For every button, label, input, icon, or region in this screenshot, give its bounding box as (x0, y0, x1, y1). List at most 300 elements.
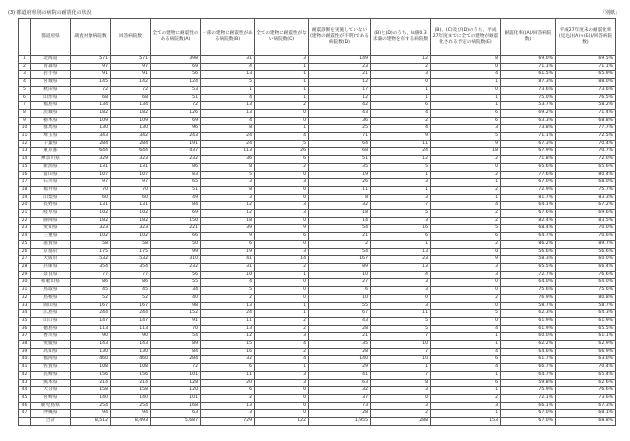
table-cell: 35 (309, 163, 371, 171)
row-index: 38 (19, 341, 31, 349)
table-cell: 21 (309, 71, 371, 79)
table-cell: 1 (371, 186, 431, 194)
table-cell: 221 (151, 225, 201, 233)
table-cell: 60 (71, 194, 111, 202)
prefecture-name: 京都府 (31, 248, 71, 256)
row-index: 42 (19, 371, 31, 379)
table-cell: 13 (371, 263, 431, 271)
prefecture-name: 石川県 (31, 179, 71, 187)
table-cell: 69 (151, 210, 201, 218)
table-cell: 140 (111, 394, 151, 402)
table-cell: 1 (431, 102, 501, 110)
table-cell: 63.3% (501, 117, 556, 125)
table-cell: 61.7% (501, 356, 556, 364)
table-cell: 6 (201, 387, 255, 395)
row-index: 32 (19, 294, 31, 302)
table-row (19, 63, 616, 71)
table-cell: 65.4% (556, 371, 616, 379)
prefecture-name: 岡山県 (31, 302, 71, 310)
table-cell: 94 (111, 410, 151, 418)
table-cell: 0 (255, 217, 309, 225)
table-cell: 6 (431, 109, 501, 117)
table-cell: 64.0% (501, 279, 556, 287)
row-index: 15 (19, 163, 31, 171)
table-cell: 89 (309, 263, 371, 271)
table-body (19, 56, 616, 426)
table-cell: 61.5% (501, 71, 556, 79)
prefecture-name: 滋賀県 (31, 240, 71, 248)
table-cell: 107 (111, 171, 151, 179)
table-cell: 54 (309, 248, 371, 256)
table-cell: 8 (201, 186, 255, 194)
table-cell: 24 (201, 310, 255, 318)
row-index: 9 (19, 117, 31, 125)
table-cell: 3 (431, 271, 501, 279)
table-cell: 131 (71, 202, 111, 210)
table-row (19, 356, 616, 364)
row-index: 19 (19, 194, 31, 202)
prefecture-name: 千葉県 (31, 140, 71, 148)
table-cell: 91 (151, 317, 201, 325)
prefecture-name: 群馬県 (31, 125, 71, 133)
table-cell: 3 (255, 202, 309, 210)
table-cell: 3 (255, 333, 309, 341)
table-row (19, 317, 616, 325)
row-index: 34 (19, 310, 31, 318)
table-cell: 10 (309, 294, 371, 302)
table-row (19, 240, 616, 248)
table-cell: 323 (71, 225, 111, 233)
table-cell: 3 (431, 125, 501, 133)
table-cell: 67.9% (501, 148, 556, 156)
row-index: 22 (19, 217, 31, 225)
table-cell: 1 (431, 79, 501, 87)
table-cell: 50 (151, 240, 201, 248)
table-cell: 0 (255, 294, 309, 302)
table-cell: 1 (255, 86, 309, 94)
table-cell: 2 (431, 294, 501, 302)
row-index: 43 (19, 379, 31, 387)
table-cell: 86 (71, 279, 111, 287)
table-cell: 66.1% (501, 402, 556, 410)
table-cell: 16 (201, 348, 255, 356)
table-cell: 4 (201, 117, 255, 125)
table-cell: 0 (255, 109, 309, 117)
prefecture-name: 奈良県 (31, 271, 71, 279)
table-cell: 54 (309, 225, 371, 233)
prefecture-name: 鹿児島県 (31, 402, 71, 410)
table-cell: 75.9% (501, 387, 556, 395)
row-index: 39 (19, 348, 31, 356)
row-index: 18 (19, 186, 31, 194)
table-cell: 26 (309, 179, 371, 187)
table-row (19, 271, 616, 279)
table-cell: 729 (201, 418, 255, 426)
row-index: 23 (19, 225, 31, 233)
table-cell: 113 (111, 325, 151, 333)
table-cell: 88.0% (556, 79, 616, 87)
table-cell: 32 (309, 202, 371, 210)
table-cell: 2 (201, 394, 255, 402)
table-cell: 61.1% (556, 333, 616, 341)
table-cell: 101 (151, 371, 201, 379)
table-cell: 13 (371, 248, 431, 256)
table-cell: 6 (371, 102, 431, 110)
table-cell: 45 (111, 287, 151, 295)
table-row (19, 348, 616, 356)
table-cell: 32 (201, 356, 255, 364)
table-cell: 89 (151, 341, 201, 349)
row-index: 3 (19, 71, 31, 79)
row-index: 27 (19, 256, 31, 264)
table-cell: 67.0% (501, 410, 556, 418)
table-cell: 61.9% (556, 317, 616, 325)
table-cell: 182 (111, 109, 151, 117)
table-cell: 4 (371, 109, 431, 117)
table-cell: 156 (71, 371, 111, 379)
table-cell: 8 (309, 194, 371, 202)
column-header: 平成27年度末の耐震化率(見込)((A)+(E))/回答病院数) (556, 19, 616, 56)
table-row (19, 387, 616, 395)
table-row (19, 210, 616, 218)
table-cell: 131 (111, 202, 151, 210)
row-index: 26 (19, 248, 31, 256)
table-cell: 120 (151, 387, 201, 395)
table-cell: 323 (111, 156, 151, 164)
table-cell: 99 (151, 248, 201, 256)
table-cell: 2 (255, 102, 309, 110)
table-cell: 2 (431, 186, 501, 194)
table-cell: 12 (371, 156, 431, 164)
table-cell: 71.4% (556, 109, 616, 117)
table-cell: 4 (201, 279, 255, 287)
table-row (19, 325, 616, 333)
table-cell: 1 (255, 79, 309, 87)
prefecture-name: 広島県 (31, 310, 71, 318)
prefecture-name: 秋田県 (31, 86, 71, 94)
table-cell: 83.5% (556, 217, 616, 225)
table-cell: 62.3% (501, 310, 556, 318)
table-cell: 56 (151, 71, 201, 79)
table-cell: 3 (255, 379, 309, 387)
table-row (19, 379, 616, 387)
table-cell: 69.2% (501, 109, 556, 117)
table-cell: 58.2% (556, 102, 616, 110)
table-cell: 75.0% (501, 94, 556, 102)
table-cell: 1 (201, 86, 255, 94)
table-cell: 70.4% (556, 140, 616, 148)
table-cell: 9 (255, 225, 309, 233)
table-cell: 9 (201, 233, 255, 241)
table-cell: 6 (255, 156, 309, 164)
table-cell: 0 (431, 317, 501, 325)
table-cell: 214 (111, 379, 151, 387)
table-cell: 70.6% (556, 233, 616, 241)
table-cell: 5 (431, 225, 501, 233)
table-cell: 61.9% (501, 317, 556, 325)
table-cell: 9 (371, 133, 431, 141)
row-index: 44 (19, 387, 31, 395)
table-cell: 2 (309, 240, 371, 248)
table-cell: 244 (111, 310, 151, 318)
table-cell: 40 (151, 294, 201, 302)
table-cell: 13 (201, 325, 255, 333)
table-cell: 55 (151, 279, 201, 287)
table-cell: 21 (309, 333, 371, 341)
table-cell: 66 (151, 233, 201, 241)
table-cell: 51 (309, 156, 371, 164)
table-row (19, 217, 616, 225)
table-row (19, 341, 616, 349)
table-cell: 1 (371, 94, 431, 102)
row-index: 40 (19, 356, 31, 364)
table-cell: 75.7% (556, 186, 616, 194)
table-cell: 11 (201, 317, 255, 325)
table-row (19, 233, 616, 241)
table-cell: 73 (309, 402, 371, 410)
table-cell: 83.3% (556, 194, 616, 202)
table-cell: 58.3% (501, 256, 556, 264)
table-cell: 82.4% (501, 217, 556, 225)
row-index: 28 (19, 263, 31, 271)
table-cell: 5 (371, 317, 431, 325)
row-index: 21 (19, 210, 31, 218)
table-cell: 68.8% (556, 117, 616, 125)
prefecture-name: 香川県 (31, 333, 71, 341)
table-cell: 0 (431, 248, 501, 256)
table-cell: 147 (71, 317, 111, 325)
table-cell: 37 (309, 394, 371, 402)
table-cell: 90 (71, 333, 111, 341)
prefecture-name: 東京都 (31, 148, 71, 156)
prefecture-name: 佐賀県 (31, 364, 71, 372)
table-cell: 532 (71, 256, 111, 264)
table-cell: 51 (151, 186, 201, 194)
document-title: (3) 都道府県別の病院の耐震化の状況 (8, 10, 92, 16)
table-cell: 2 (371, 63, 431, 71)
prefecture-name: 和歌山県 (31, 279, 71, 287)
table-cell: 11 (309, 186, 371, 194)
table-cell: 2 (371, 117, 431, 125)
table-cell: 65.9% (556, 71, 616, 79)
prefecture-name: 大阪府 (31, 256, 71, 264)
table-cell: 91 (111, 71, 151, 79)
table-cell: 145 (71, 79, 111, 87)
table-cell: 1 (431, 387, 501, 395)
table-cell: 7 (371, 202, 431, 210)
table-cell: 532 (111, 256, 151, 264)
table-cell: 98 (151, 302, 201, 310)
table-cell: 65.5% (501, 263, 556, 271)
table-cell: 0 (371, 294, 431, 302)
prefecture-name: 神奈川県 (31, 156, 71, 164)
row-index: 30 (19, 279, 31, 287)
table-cell: 10 (371, 356, 431, 364)
table-cell: 126 (151, 109, 201, 117)
table-cell: 67.3% (501, 140, 556, 148)
table-cell: 73.8% (501, 125, 556, 133)
table-cell: 70.4% (556, 364, 616, 372)
table-cell: 83 (151, 171, 201, 179)
table-cell: 56.6% (556, 248, 616, 256)
table-cell: 5 (201, 171, 255, 179)
row-index (19, 418, 31, 426)
table-cell: 72 (151, 102, 201, 110)
table-cell: 62.6% (556, 379, 616, 387)
prefecture-name: 富山県 (31, 171, 71, 179)
table-cell: 6 (431, 356, 501, 364)
table-cell: 182 (111, 217, 151, 225)
table-cell: 101 (151, 394, 201, 402)
table-cell: 41 (201, 256, 255, 264)
table-cell: 86 (111, 279, 151, 287)
table-cell: 68 (111, 94, 151, 102)
table-cell: 39 (201, 225, 255, 233)
table-cell: 8 (201, 125, 255, 133)
table-row (19, 148, 616, 156)
table-cell: 97 (71, 63, 111, 71)
row-index: 7 (19, 102, 31, 110)
table-cell: 3 (371, 387, 431, 395)
table-cell: 0 (255, 186, 309, 194)
row-index: 1 (19, 56, 31, 64)
table-cell: 0 (371, 79, 431, 87)
table-cell: 35 (309, 341, 371, 349)
table-cell: 72.7% (501, 271, 556, 279)
table-cell: 59.8% (501, 379, 556, 387)
table-cell: 75.6% (501, 287, 556, 295)
table-cell: 175 (111, 248, 151, 256)
table-cell: 86.2% (501, 240, 556, 248)
table-cell: 91 (71, 71, 111, 79)
table-cell: 72 (151, 364, 201, 372)
table-cell: 72 (111, 86, 151, 94)
column-header: (B)、(C)及び(D)のうち、平成27年度までに全ての建物が耐震化される予定の病院数(E) (431, 19, 501, 56)
table-cell: 67.6% (501, 210, 556, 218)
table-cell: 1 (255, 94, 309, 102)
row-index: 14 (19, 156, 31, 164)
table-cell: 14 (309, 217, 371, 225)
table-cell: 0 (255, 171, 309, 179)
table-cell: 10 (309, 271, 371, 279)
table-cell: 67.0% (501, 179, 556, 187)
table-row (19, 163, 616, 171)
table-cell: 140 (71, 394, 111, 402)
table-cell: 7 (371, 333, 431, 341)
table-cell: 67 (309, 310, 371, 318)
table-cell: 15 (201, 341, 255, 349)
table-cell: 52 (111, 294, 151, 302)
table-cell: 73.6% (556, 86, 616, 94)
table-cell: 16 (371, 225, 431, 233)
table-cell: 5 (201, 79, 255, 87)
table-cell: 4 (201, 63, 255, 71)
table-row (19, 117, 616, 125)
table-cell: 65.6% (556, 163, 616, 171)
table-row (19, 279, 616, 287)
table-cell: 6 (371, 233, 431, 241)
prefecture-name: 愛知県 (31, 225, 71, 233)
prefecture-name: 埼玉県 (31, 133, 71, 141)
table-cell: 254 (111, 402, 151, 410)
table-row (19, 140, 616, 148)
table-cell: 2 (431, 240, 501, 248)
table-cell: 9 (431, 256, 501, 264)
table-cell: 69.6% (556, 210, 616, 218)
column-header: 全ての建物に耐震性がない病院数(C) (255, 19, 309, 56)
table-cell: 0 (255, 194, 309, 202)
table-cell: 54 (151, 333, 201, 341)
prefecture-name: 茨城県 (31, 109, 71, 117)
table-cell: 45 (71, 287, 111, 295)
table-cell: 3 (201, 194, 255, 202)
table-cell: 122 (255, 418, 309, 426)
prefecture-name: 福井県 (31, 186, 71, 194)
table-cell: 398 (151, 56, 201, 64)
table-cell: 76.6% (556, 271, 616, 279)
table-cell: 130 (71, 348, 111, 356)
prefecture-name: 島根県 (31, 294, 71, 302)
table-cell: 10 (371, 341, 431, 349)
table-cell: 25 (309, 125, 371, 133)
prefecture-name: 静岡県 (31, 217, 71, 225)
table-cell: 71.1% (556, 63, 616, 71)
table-cell: 6 (201, 240, 255, 248)
table-cell: 4 (431, 325, 501, 333)
prefecture-name: 福岡県 (31, 356, 71, 364)
table-cell: 140 (309, 356, 371, 364)
table-cell: 64.3% (556, 310, 616, 318)
table-cell: 3 (201, 410, 255, 418)
table-cell: 63 (309, 379, 371, 387)
table-cell: 5 (255, 140, 309, 148)
table-cell: 1 (431, 194, 501, 202)
table-cell: 13 (201, 71, 255, 79)
table-cell: 2 (255, 348, 309, 356)
table-cell: 0 (371, 394, 431, 402)
table-cell: 1 (255, 125, 309, 133)
column-header: 都道府県 (31, 19, 71, 56)
table-cell: 2 (255, 325, 309, 333)
table-cell: 3 (255, 248, 309, 256)
table-cell: 342 (111, 133, 151, 141)
table-row (19, 225, 616, 233)
prefecture-name: 長崎県 (31, 371, 71, 379)
table-cell: 18 (201, 217, 255, 225)
table-cell: 12 (309, 94, 371, 102)
table-cell: 6 (431, 233, 501, 241)
table-cell: 1 (431, 341, 501, 349)
table-cell: 0 (255, 117, 309, 125)
table-cell: 49 (151, 194, 201, 202)
table-cell: 0 (255, 402, 309, 410)
table-cell: 3 (371, 217, 431, 225)
table-cell: 5 (371, 210, 431, 218)
table-cell: 64 (309, 140, 371, 148)
table-cell: 81.7% (501, 194, 556, 202)
table-cell: 36 (201, 156, 255, 164)
table-cell: 75.6% (556, 287, 616, 295)
table-row (19, 194, 616, 202)
table-cell: 69.0% (501, 56, 556, 64)
table-row (19, 171, 616, 179)
table-cell: 68.4% (501, 225, 556, 233)
prefecture-name: 高知県 (31, 348, 71, 356)
table-cell: 12 (201, 202, 255, 210)
table-cell: 12 (371, 56, 431, 64)
table-cell: 69 (151, 63, 201, 71)
table-cell: 42 (309, 102, 371, 110)
